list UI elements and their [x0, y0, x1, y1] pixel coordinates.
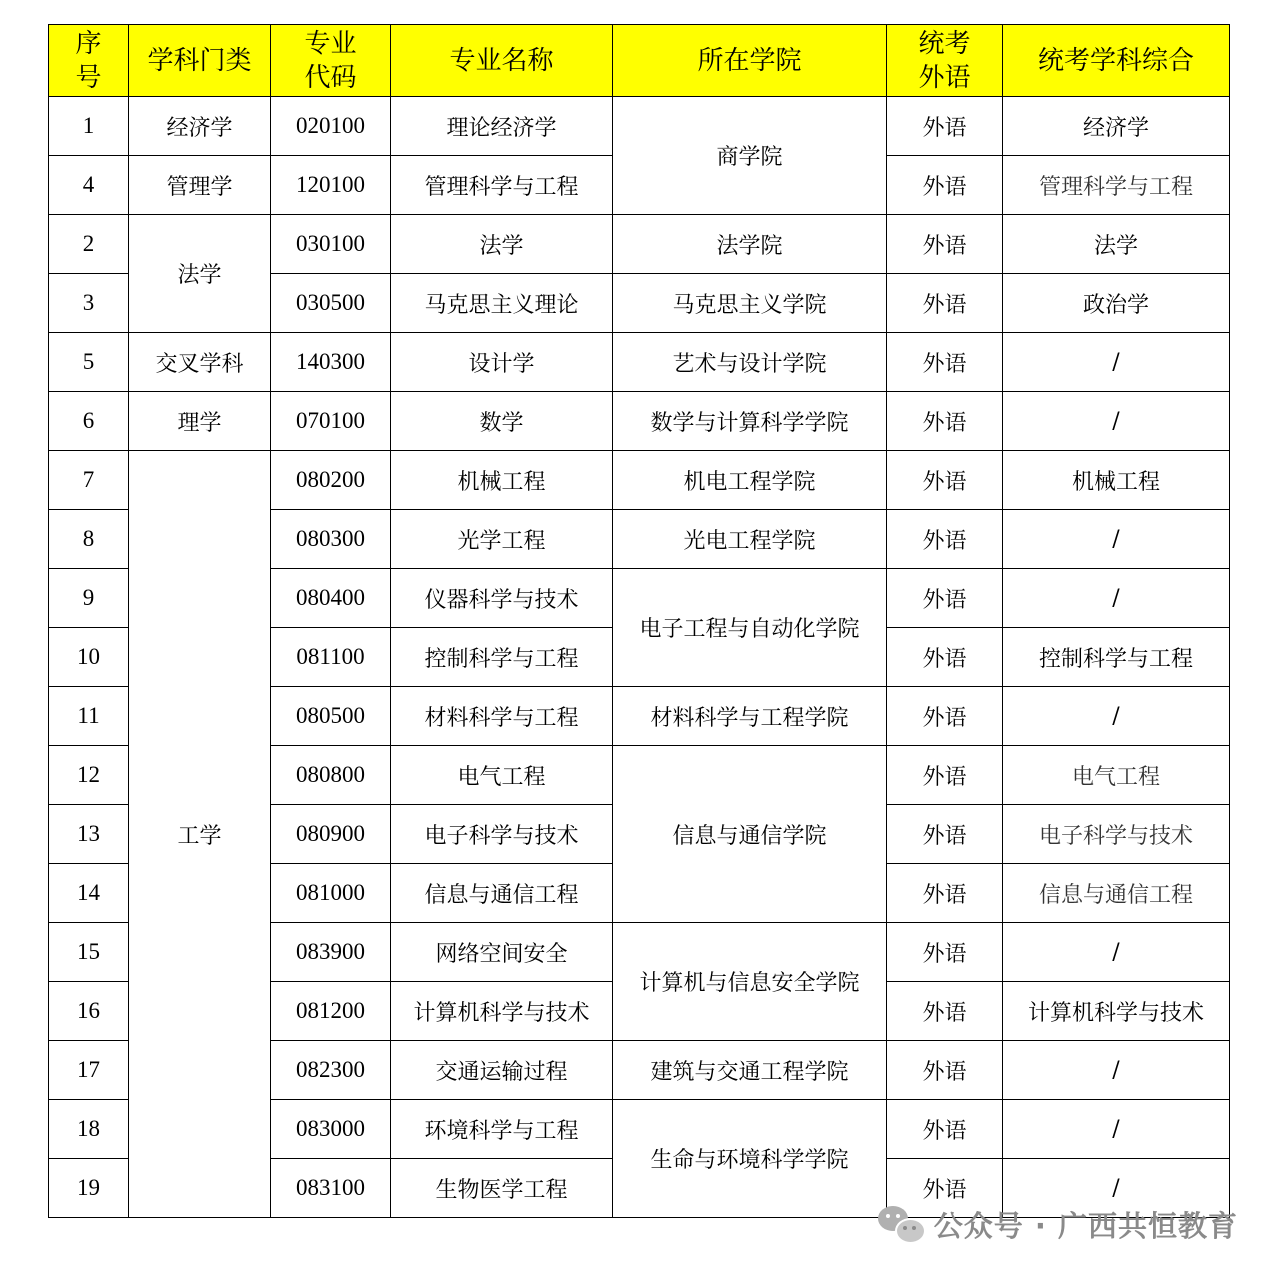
header-code-line1: 专业 — [304, 28, 357, 59]
cell-index: 12 — [49, 746, 129, 805]
cell-major: 机械工程 — [391, 451, 613, 510]
cell-code: 083100 — [271, 1159, 391, 1218]
header-index — [49, 25, 129, 97]
cell-code: 120100 — [271, 156, 391, 215]
cell-code: 070100 — [271, 392, 391, 451]
watermark — [878, 1200, 1238, 1248]
cell-college: 材料科学与工程学院 — [613, 687, 887, 746]
cell-foreign: 外语 — [887, 1100, 1003, 1159]
header-foreign-line1: 统考 — [918, 28, 971, 59]
cell-index: 4 — [49, 156, 129, 215]
cell-major: 法学 — [391, 215, 613, 274]
table-row — [49, 97, 1230, 156]
cell-college: 建筑与交通工程学院 — [613, 1041, 887, 1100]
cell-college: 机电工程学院 — [613, 451, 887, 510]
cell-college: 马克思主义学院 — [613, 274, 887, 333]
cell-comprehensive: 政治学 — [1003, 274, 1230, 333]
cell-foreign: 外语 — [887, 1159, 1003, 1218]
cell-category: 交叉学科 — [129, 333, 271, 392]
cell-comprehensive: / — [1003, 333, 1230, 392]
cell-major: 环境科学与工程 — [391, 1100, 613, 1159]
header-college: 所在学院 — [613, 25, 887, 97]
table-row — [49, 215, 1230, 274]
cell-major: 交通运输过程 — [391, 1041, 613, 1100]
cell-comprehensive: 法学 — [1003, 215, 1230, 274]
cell-code: 080300 — [271, 510, 391, 569]
cell-category: 工学 — [129, 451, 271, 1218]
cell-index: 17 — [49, 1041, 129, 1100]
programs-table — [48, 24, 1230, 1218]
cell-major: 材料科学与工程 — [391, 687, 613, 746]
header-foreign — [887, 25, 1003, 97]
watermark-text: 公众号 · 广西共恒教育 — [933, 1208, 1238, 1243]
cell-foreign: 外语 — [887, 510, 1003, 569]
cell-foreign: 外语 — [887, 864, 1003, 923]
cell-index: 8 — [49, 510, 129, 569]
cell-foreign: 外语 — [887, 982, 1003, 1041]
cell-foreign: 外语 — [887, 156, 1003, 215]
cell-comprehensive: 经济学 — [1003, 97, 1230, 156]
cell-index: 5 — [49, 333, 129, 392]
cell-major: 电气工程 — [391, 746, 613, 805]
cell-comprehensive: / — [1003, 392, 1230, 451]
cell-category: 经济学 — [129, 97, 271, 156]
cell-comprehensive: 计算机科学与技术 — [1003, 982, 1230, 1041]
header-foreign-line2: 外语 — [918, 62, 971, 93]
cell-code: 030500 — [271, 274, 391, 333]
cell-comprehensive: / — [1003, 569, 1230, 628]
cell-foreign: 外语 — [887, 274, 1003, 333]
cell-index: 7 — [49, 451, 129, 510]
cell-foreign: 外语 — [887, 1041, 1003, 1100]
cell-college: 光电工程学院 — [613, 510, 887, 569]
cell-major: 计算机科学与技术 — [391, 982, 613, 1041]
cell-category: 理学 — [129, 392, 271, 451]
cell-major: 光学工程 — [391, 510, 613, 569]
cell-foreign: 外语 — [887, 97, 1003, 156]
cell-major: 马克思主义理论 — [391, 274, 613, 333]
cell-index: 16 — [49, 982, 129, 1041]
cell-foreign: 外语 — [887, 923, 1003, 982]
cell-code: 080800 — [271, 746, 391, 805]
table-row — [49, 451, 1230, 510]
wechat-icon — [878, 1204, 924, 1244]
table-row — [49, 333, 1230, 392]
cell-code: 081000 — [271, 864, 391, 923]
cell-code: 083000 — [271, 1100, 391, 1159]
cell-index: 19 — [49, 1159, 129, 1218]
cell-comprehensive: / — [1003, 1100, 1230, 1159]
cell-comprehensive: 控制科学与工程 — [1003, 628, 1230, 687]
cell-comprehensive: / — [1003, 687, 1230, 746]
cell-major: 信息与通信工程 — [391, 864, 613, 923]
cell-category: 管理学 — [129, 156, 271, 215]
cell-comprehensive: 机械工程 — [1003, 451, 1230, 510]
cell-index: 10 — [49, 628, 129, 687]
header-major: 专业名称 — [391, 25, 613, 97]
cell-college: 法学院 — [613, 215, 887, 274]
cell-foreign: 外语 — [887, 805, 1003, 864]
cell-index: 15 — [49, 923, 129, 982]
cell-foreign: 外语 — [887, 569, 1003, 628]
cell-code: 080500 — [271, 687, 391, 746]
cell-major: 数学 — [391, 392, 613, 451]
cell-college: 计算机与信息安全学院 — [613, 923, 887, 1041]
cell-foreign: 外语 — [887, 215, 1003, 274]
cell-index: 9 — [49, 569, 129, 628]
header-comprehensive: 统考学科综合 — [1003, 25, 1230, 97]
cell-code: 080200 — [271, 451, 391, 510]
cell-major: 电子科学与技术 — [391, 805, 613, 864]
cell-comprehensive: / — [1003, 923, 1230, 982]
cell-college: 艺术与设计学院 — [613, 333, 887, 392]
cell-major: 理论经济学 — [391, 97, 613, 156]
cell-college: 商学院 — [613, 97, 887, 215]
cell-college: 数学与计算科学学院 — [613, 392, 887, 451]
header-category: 学科门类 — [129, 25, 271, 97]
cell-major: 设计学 — [391, 333, 613, 392]
cell-foreign: 外语 — [887, 746, 1003, 805]
cell-comprehensive: 信息与通信工程 — [1003, 864, 1230, 923]
cell-index: 18 — [49, 1100, 129, 1159]
header-index-line1: 序 — [75, 28, 102, 59]
cell-index: 1 — [49, 97, 129, 156]
cell-major: 管理科学与工程 — [391, 156, 613, 215]
cell-college: 生命与环境科学学院 — [613, 1100, 887, 1218]
cell-index: 2 — [49, 215, 129, 274]
cell-comprehensive: 电气工程 — [1003, 746, 1230, 805]
cell-code: 082300 — [271, 1041, 391, 1100]
cell-code: 030100 — [271, 215, 391, 274]
cell-comprehensive: 管理科学与工程 — [1003, 156, 1230, 215]
cell-index: 14 — [49, 864, 129, 923]
cell-foreign: 外语 — [887, 333, 1003, 392]
cell-comprehensive: 电子科学与技术 — [1003, 805, 1230, 864]
cell-index: 6 — [49, 392, 129, 451]
cell-category: 法学 — [129, 215, 271, 333]
cell-comprehensive: / — [1003, 510, 1230, 569]
cell-foreign: 外语 — [887, 451, 1003, 510]
cell-college: 电子工程与自动化学院 — [613, 569, 887, 687]
cell-index: 3 — [49, 274, 129, 333]
header-row — [49, 25, 1230, 97]
cell-major: 网络空间安全 — [391, 923, 613, 982]
cell-code: 083900 — [271, 923, 391, 982]
cell-comprehensive: / — [1003, 1041, 1230, 1100]
cell-major: 仪器科学与技术 — [391, 569, 613, 628]
cell-code: 140300 — [271, 333, 391, 392]
cell-major: 控制科学与工程 — [391, 628, 613, 687]
header-code-line2: 代码 — [304, 62, 357, 93]
table-row — [49, 392, 1230, 451]
cell-code: 081200 — [271, 982, 391, 1041]
cell-code: 020100 — [271, 97, 391, 156]
cell-major: 生物医学工程 — [391, 1159, 613, 1218]
header-code — [271, 25, 391, 97]
header-index-line2: 号 — [75, 62, 102, 93]
cell-foreign: 外语 — [887, 628, 1003, 687]
cell-code: 080900 — [271, 805, 391, 864]
cell-comprehensive: / — [1003, 1159, 1230, 1218]
cell-index: 13 — [49, 805, 129, 864]
cell-code: 080400 — [271, 569, 391, 628]
cell-index: 11 — [49, 687, 129, 746]
cell-foreign: 外语 — [887, 392, 1003, 451]
cell-foreign: 外语 — [887, 687, 1003, 746]
cell-code: 081100 — [271, 628, 391, 687]
cell-college: 信息与通信学院 — [613, 746, 887, 923]
